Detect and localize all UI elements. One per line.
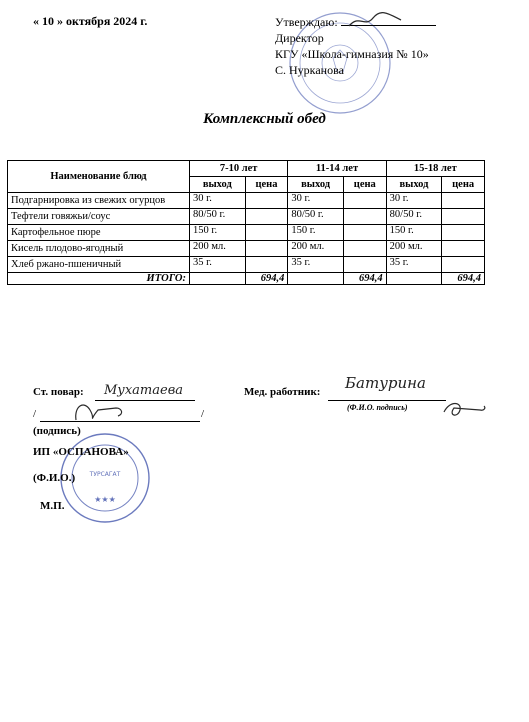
sub-price-2: цена xyxy=(343,177,386,193)
price-cell xyxy=(343,225,386,241)
cook-label: Ст. повар: xyxy=(33,386,84,398)
out-value: 80/50 г. xyxy=(288,209,344,225)
price-cell xyxy=(442,257,485,273)
out-value: 35 г. xyxy=(190,257,246,273)
med-signature: Батурина xyxy=(345,374,426,392)
price-cell xyxy=(442,193,485,209)
price-cell xyxy=(343,241,386,257)
total-price-2: 694,4 xyxy=(343,273,386,285)
table-row xyxy=(8,257,485,273)
page-title: Комплексный обед xyxy=(203,111,326,127)
out-value: 150 г. xyxy=(288,225,344,241)
med-initial-signature xyxy=(440,396,490,420)
total-price-1: 694,4 xyxy=(245,273,288,285)
approve-title: Директор xyxy=(275,31,324,45)
price-cell xyxy=(245,225,288,241)
out-value: 35 г. xyxy=(386,257,442,273)
price-cell xyxy=(245,257,288,273)
price-cell xyxy=(442,225,485,241)
mp-caption: М.П. xyxy=(40,500,65,512)
total-empty xyxy=(288,273,344,285)
total-empty xyxy=(190,273,246,285)
price-cell xyxy=(343,257,386,273)
group-header-1: 7-10 лет xyxy=(190,161,288,177)
out-value: 80/50 г. xyxy=(386,209,442,225)
podpis-caption: (подпись) xyxy=(33,425,81,437)
dish-name: Подгарнировка из свежих огурцов xyxy=(8,193,190,209)
approve-organization: КГУ «Школа-гимназия № 10» xyxy=(275,47,429,61)
approve-label: Утверждаю: xyxy=(275,15,338,29)
approve-name: С. Нурканова xyxy=(275,63,344,77)
out-value: 150 г. xyxy=(190,225,246,241)
cook-signature: Мухатаева xyxy=(104,383,184,398)
out-value: 200 мл. xyxy=(386,241,442,257)
sub-out-3: выход xyxy=(386,177,442,193)
out-value: 150 г. xyxy=(386,225,442,241)
group-header-3: 15-18 лет xyxy=(386,161,484,177)
med-fio-caption: (Ф.И.О. подпись) xyxy=(347,403,408,412)
out-value: 30 г. xyxy=(288,193,344,209)
price-cell xyxy=(343,193,386,209)
sub-price-3: цена xyxy=(442,177,485,193)
total-empty xyxy=(386,273,442,285)
table-row xyxy=(8,241,485,257)
svg-text:★★★: ★★★ xyxy=(94,495,116,504)
price-cell xyxy=(442,209,485,225)
fio-caption: (Ф.И.О.) xyxy=(33,472,76,484)
price-cell xyxy=(245,241,288,257)
dish-name: Хлеб ржано-пшеничный xyxy=(8,257,190,273)
table-row xyxy=(8,225,485,241)
out-value: 200 мл. xyxy=(288,241,344,257)
out-value: 200 мл. xyxy=(190,241,246,257)
slash-left: / xyxy=(33,408,37,420)
group-header-2: 11-14 лет xyxy=(288,161,386,177)
sub-out-2: выход xyxy=(288,177,344,193)
med-label: Мед. работник: xyxy=(244,386,321,398)
slash-right: / xyxy=(201,408,205,420)
med-signature-line xyxy=(328,400,446,401)
col-name-header: Наименование блюд xyxy=(8,161,190,193)
table-row xyxy=(8,193,485,209)
out-value: 30 г. xyxy=(386,193,442,209)
dish-name: Тефтели говяжьи/соус xyxy=(8,209,190,225)
out-value: 35 г. xyxy=(288,257,344,273)
dish-name: Кисель плодово-ягодный xyxy=(8,241,190,257)
price-cell xyxy=(245,193,288,209)
dish-name: Картофельное пюре xyxy=(8,225,190,241)
sub-price-1: цена xyxy=(245,177,288,193)
sub-out-1: выход xyxy=(190,177,246,193)
price-cell xyxy=(245,209,288,225)
menu-table xyxy=(7,160,485,285)
cook-podpis-signature xyxy=(70,396,130,426)
out-value: 80/50 г. xyxy=(190,209,246,225)
price-cell xyxy=(343,209,386,225)
ip-name: ИП «ОСПАНОВА» xyxy=(33,446,129,458)
total-label: ИТОГО: xyxy=(8,273,190,285)
price-cell xyxy=(442,241,485,257)
table-row xyxy=(8,209,485,225)
svg-text:ТУРСАГАТ: ТУРСАГАТ xyxy=(89,471,121,478)
director-signature xyxy=(345,8,405,32)
out-value: 30 г. xyxy=(190,193,246,209)
document-date: « 10 » октября 2024 г. xyxy=(33,14,148,28)
total-row xyxy=(8,273,485,285)
total-price-3: 694,4 xyxy=(442,273,485,285)
